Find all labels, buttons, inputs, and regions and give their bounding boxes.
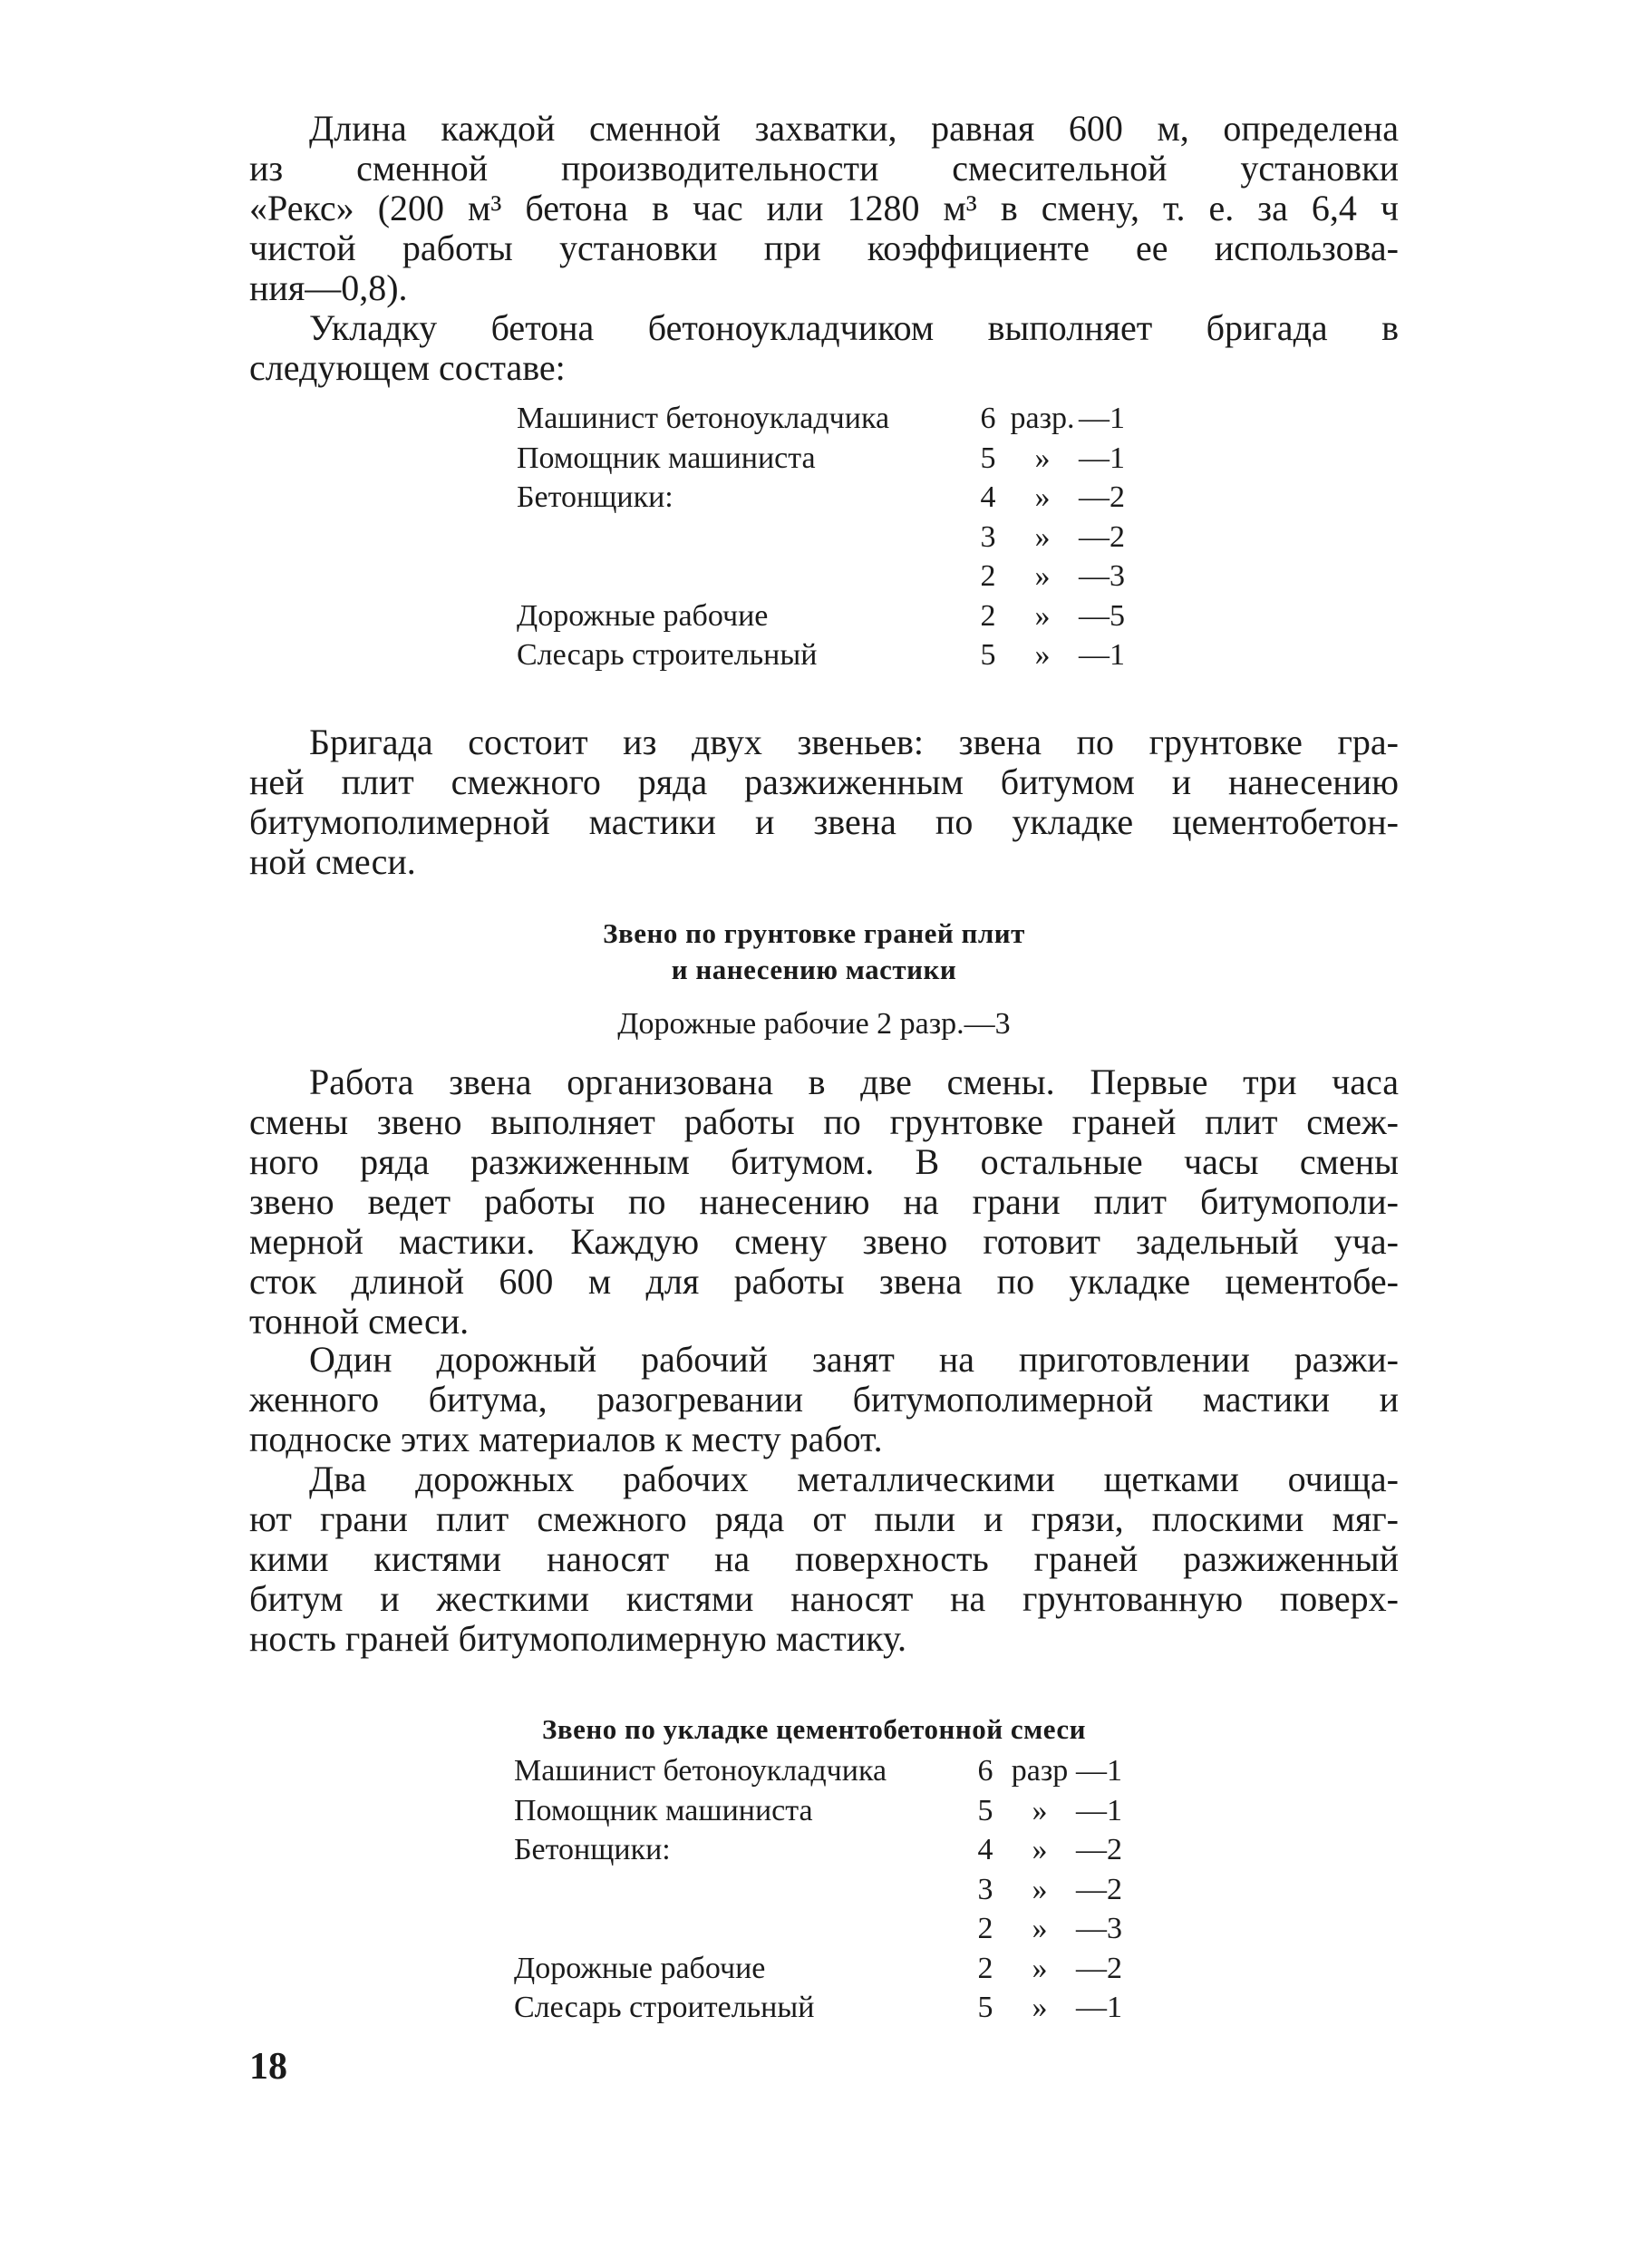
crew-role: Дорожные рабочие — [517, 598, 769, 633]
text-line: из сменной производительности смесительной установки — [249, 148, 1399, 189]
section-heading-1 — [0, 916, 1628, 988]
crew-grade: 2 — [977, 1951, 993, 1985]
crew-unit: » — [1032, 1833, 1048, 1866]
crew-row — [517, 596, 1133, 636]
crew-grade: 5 — [980, 638, 996, 672]
crew-unit: » — [1034, 480, 1051, 514]
crew-row — [514, 1830, 1130, 1870]
crew-count: —2 — [1076, 1951, 1122, 1985]
crew-row — [514, 1791, 1130, 1831]
text-line: Два дорожных рабочих металлическими щетками очища- — [309, 1459, 1399, 1499]
crew-row — [514, 1909, 1130, 1949]
heading-line: Звено по грунтовке граней плит — [603, 917, 1025, 949]
text-line: Длина каждой сменной захватки, равная 600 м, определена — [309, 108, 1399, 149]
crew-list-1 — [517, 399, 1133, 675]
text-line: ной смеси. — [249, 841, 416, 882]
crew-unit: » — [1034, 441, 1051, 475]
crew-role: Слесарь строительный — [517, 638, 818, 672]
text-line: ного ряда разжиженным битумом. В остальные часы смены — [249, 1141, 1399, 1182]
crew-count: —1 — [1076, 1754, 1122, 1788]
text-line: ют грани плит смежного ряда от пыли и грязи, плоскими мяг- — [249, 1498, 1399, 1539]
crew-role: Помощник машиниста — [517, 441, 816, 475]
crew-grade: 5 — [980, 441, 996, 475]
crew-unit: » — [1034, 559, 1051, 593]
crew-grade: 5 — [977, 1793, 993, 1827]
text-line: женного битума, разогревании битумополимерной мастики и — [249, 1379, 1399, 1420]
paragraph-5 — [249, 1340, 1399, 1459]
crew-row — [517, 399, 1133, 439]
crew-count: —2 — [1079, 519, 1125, 554]
crew-row — [517, 518, 1133, 557]
crew-unit: » — [1034, 638, 1051, 672]
crew-row — [517, 635, 1133, 675]
crew-grade: 6 — [980, 402, 996, 435]
paragraph-3 — [249, 722, 1399, 882]
crew-row — [514, 1870, 1130, 1910]
crew-row — [514, 1949, 1130, 1989]
crew-grade: 2 — [977, 1912, 993, 1945]
crew-count: —1 — [1079, 638, 1125, 672]
crew-role: Бетонщики: — [514, 1833, 671, 1866]
paragraph-6 — [249, 1459, 1399, 1659]
section-1-crew-line: Дорожные рабочие 2 разр.—3 — [617, 1007, 1011, 1041]
crew-unit: » — [1034, 598, 1051, 633]
crew-unit: » — [1032, 1951, 1048, 1985]
text-line: Укладку бетона бетоноукладчиком выполняет бригада в — [309, 307, 1399, 348]
crew-grade: 4 — [980, 480, 996, 514]
crew-unit: » — [1032, 1991, 1048, 2024]
text-line: мерной мастики. Каждую смену звено готовит задельный уча- — [249, 1221, 1399, 1262]
crew-role: Бетонщики: — [517, 480, 673, 514]
text-line: следующем составе: — [249, 347, 566, 388]
text-line: ность граней битумополимерную мастику. — [249, 1618, 906, 1659]
crew-count: —2 — [1076, 1833, 1122, 1866]
text-line: битум и жесткими кистями наносят на грунтованную поверх- — [249, 1578, 1399, 1619]
text-line: тонной смеси. — [249, 1301, 470, 1342]
paragraph-4 — [249, 1062, 1399, 1342]
text-line: битумополимерной мастики и звена по укладке цементобетон- — [249, 801, 1399, 842]
crew-unit: » — [1032, 1793, 1048, 1827]
heading-line: и нанесению мастики — [671, 954, 957, 985]
text-line: звено ведет работы по нанесению на грани плит битумополи- — [249, 1181, 1399, 1222]
text-line: Бригада состоит из двух звеньев: звена по грунтовке гра- — [309, 722, 1399, 762]
section-heading-2: Звено по укладке цементобетонной смеси — [542, 1713, 1086, 1745]
crew-list-2 — [514, 1751, 1130, 2028]
crew-row — [514, 1751, 1130, 1791]
text-line: сток длиной 600 м для работы звена по укладке цементобе- — [249, 1261, 1399, 1302]
crew-row — [517, 478, 1133, 518]
crew-count: —1 — [1076, 1991, 1122, 2024]
crew-grade: 2 — [980, 559, 996, 593]
text-line: ней плит смежного ряда разжиженным битумом и нанесению — [249, 761, 1399, 802]
text-line: кими кистями наносят на поверхность граней разжиженный — [249, 1538, 1399, 1579]
crew-role: Машинист бетоноукладчика — [517, 402, 890, 435]
crew-grade: 3 — [977, 1872, 993, 1906]
crew-row — [517, 557, 1133, 596]
crew-grade: 2 — [980, 598, 996, 633]
crew-count: —1 — [1076, 1793, 1122, 1827]
paragraph-1 — [249, 109, 1399, 308]
crew-unit: » — [1032, 1872, 1048, 1906]
text-line: Один дорожный рабочий занят на приготовлении разжи- — [309, 1339, 1399, 1380]
page-number: 18 — [249, 2046, 287, 2088]
crew-grade: 5 — [977, 1991, 993, 2024]
crew-row — [517, 439, 1133, 479]
crew-count: —2 — [1079, 480, 1125, 514]
text-line: «Рекс» (200 м³ бетона в час или 1280 м³ в смену, т. е. за 6,4 ч — [249, 188, 1399, 228]
crew-count: —1 — [1079, 402, 1125, 435]
crew-count: —3 — [1076, 1912, 1122, 1945]
crew-row — [514, 1988, 1130, 2028]
crew-unit: » — [1032, 1912, 1048, 1945]
crew-count: —3 — [1079, 559, 1125, 593]
crew-grade: 3 — [980, 519, 996, 554]
text-line: чистой работы установки при коэффициенте ее использова- — [249, 228, 1399, 268]
crew-role: Помощник машиниста — [514, 1793, 813, 1827]
text-line: подноске этих материалов к месту работ. — [249, 1419, 883, 1459]
crew-count: —5 — [1079, 598, 1125, 633]
paragraph-2 — [249, 308, 1399, 388]
crew-role: Слесарь строительный — [514, 1991, 815, 2024]
crew-role: Машинист бетоноукладчика — [514, 1754, 887, 1788]
text-line: ния—0,8). — [249, 267, 408, 308]
crew-grade: 4 — [977, 1833, 993, 1866]
crew-unit: разр — [1011, 1754, 1069, 1788]
crew-unit: » — [1034, 519, 1051, 554]
text-line: Работа звена организована в две смены. Первые три часа — [309, 1061, 1399, 1102]
crew-role: Дорожные рабочие — [514, 1951, 766, 1985]
crew-grade: 6 — [977, 1754, 993, 1788]
crew-count: —1 — [1079, 441, 1125, 475]
crew-unit: разр. — [1010, 402, 1075, 435]
text-line: смены звено выполняет работы по грунтовке граней плит смеж- — [249, 1101, 1399, 1142]
crew-count: —2 — [1076, 1872, 1122, 1906]
